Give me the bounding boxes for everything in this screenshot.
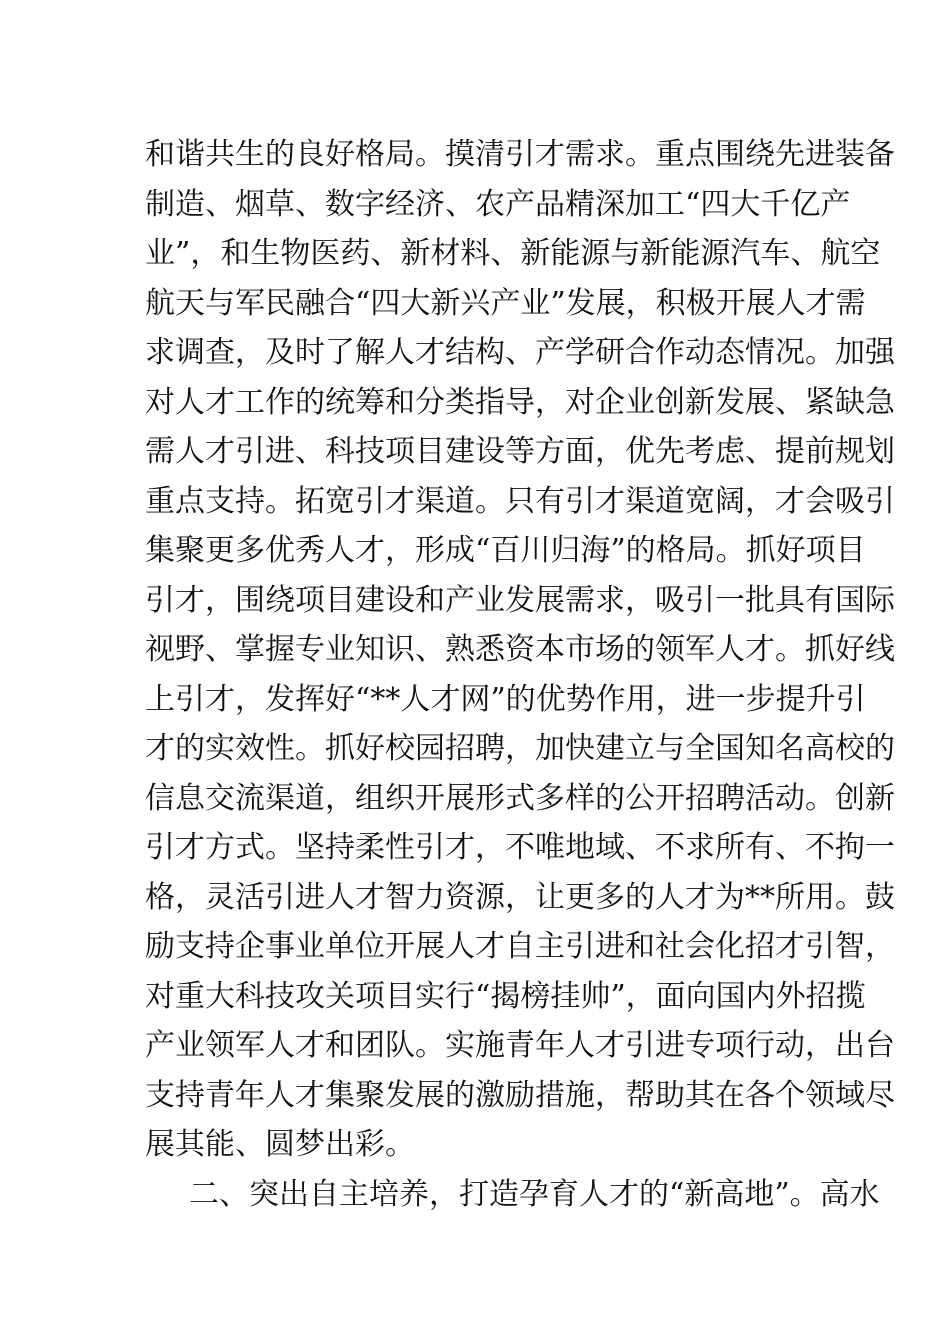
text-line: 支持青年人才集聚发展的激励措施，帮助其在各个领域尽 xyxy=(145,1077,895,1113)
text-line: 业”，和生物医药、新材料、新能源与新能源汽车、航空 xyxy=(145,236,881,271)
text-line: 制造、烟草、数字经济、农产品精深加工“四大千亿产 xyxy=(145,186,851,222)
section-heading-line: 二、突出自主培养，打造孕育人才的“新高地”。高水 xyxy=(189,1176,880,1212)
body-text xyxy=(145,130,895,1219)
text-line: 视野、掌握专业知识、熟悉资本市场的领军人才。抓好线 xyxy=(145,632,895,667)
text-line: 对重大科技攻关项目实行“揭榜挂帅”，面向国内外招揽 xyxy=(145,978,866,1014)
text-line: 上引才，发挥好“**人才网”的优势作用，进一步提升引 xyxy=(145,681,866,717)
text-line: 和谐共生的良好格局。摸清引才需求。重点围绕先进装备 xyxy=(145,137,895,172)
text-line: 对人才工作的统筹和分类指导，对企业创新发展、紧缺急 xyxy=(145,384,895,420)
text-line: 航天与军民融合“四大新兴产业”发展，积极开展人才需 xyxy=(145,285,866,321)
text-line: 引才方式。坚持柔性引才，不唯地域、不求所有、不拘一 xyxy=(145,830,895,865)
text-line: 求调查，及时了解人才结构、产学研合作动态情况。加强 xyxy=(145,335,895,370)
text-line: 励支持企事业单位开展人才自主引进和社会化招才引智， xyxy=(145,929,895,964)
text-line: 才的实效性。抓好校园招聘，加快建立与全国知名高校的 xyxy=(145,731,895,766)
text-line: 重点支持。拓宽引才渠道。只有引才渠道宽阔，才会吸引 xyxy=(145,483,895,519)
text-line: 格，灵活引进人才智力资源，让更多的人才为**所用。鼓 xyxy=(145,879,895,915)
text-line: 引才，围绕项目建设和产业发展需求，吸引一批具有国际 xyxy=(145,582,895,618)
text-line: 产业领军人才和团队。实施青年人才引进专项行动，出台 xyxy=(145,1028,895,1063)
text-line: 需人才引进、科技项目建设等方面，优先考虑、提前规划 xyxy=(145,434,895,469)
paragraph-end-line: 展其能、圆梦出彩。 xyxy=(145,1127,415,1162)
text-line: 集聚更多优秀人才，形成“百川归海”的格局。抓好项目 xyxy=(145,533,866,568)
text-line: 信息交流渠道，组织开展形式多样的公开招聘活动。创新 xyxy=(145,780,895,816)
